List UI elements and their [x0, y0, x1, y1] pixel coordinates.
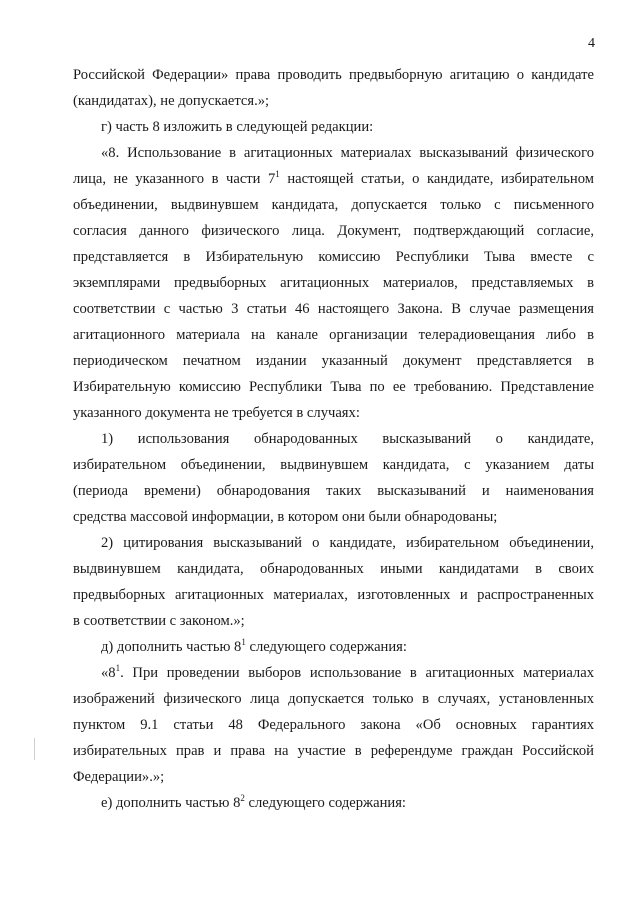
text-line — [73, 400, 594, 426]
line-text-continued: следующего содержания: — [245, 639, 407, 655]
line-text: (периода времени) обнародования таких высказываний и наименования — [73, 483, 594, 499]
line-text: избирательных прав и права на участие в референдуме граждан Российской — [73, 743, 594, 759]
text-line — [73, 166, 594, 192]
line-text: г) часть 8 изложить в следующей редакции: — [101, 119, 374, 135]
line-text: периодическом печатном издании указанный документ представляется в — [73, 353, 594, 369]
line-text: указанного документа не требуется в случаях: — [73, 405, 360, 421]
text-line — [73, 296, 594, 322]
line-text: агитационного материала на канале организации телерадиовещания либо в — [73, 327, 594, 343]
line-text: е) дополнить частью 8 — [101, 795, 241, 811]
line-text: средства массовой информации, в котором они были обнародованы; — [73, 509, 498, 525]
text-line — [73, 738, 594, 764]
line-text: избирательном объединении, выдвинувшем кандидата, с указанием даты — [73, 457, 594, 473]
text-line — [73, 504, 594, 530]
line-text: «8. Использование в агитационных материалах высказываний физического — [101, 145, 594, 161]
superscript: 2 — [240, 793, 245, 803]
line-text: представляется в Избирательную комиссию Республики Тыва вместе с — [73, 249, 594, 265]
text-line — [73, 452, 594, 478]
superscript: 1 — [275, 169, 280, 179]
line-text: предвыборных агитационных материалах, изготовленных и распространенных — [73, 587, 594, 603]
page-number: 4 — [588, 36, 595, 51]
line-text-continued: . При проведении выборов использование в агитационных материалах — [120, 665, 594, 681]
text-line — [73, 530, 594, 556]
text-line — [73, 764, 594, 790]
text-line — [73, 686, 594, 712]
line-text: 1) использования обнародованных высказываний о кандидате, — [101, 431, 594, 447]
text-line — [73, 270, 594, 296]
line-text: 2) цитирования высказываний о кандидате, избирательном объединении, — [101, 535, 594, 551]
line-text: лица, не указанного в части 7 — [73, 171, 276, 187]
text-line — [73, 712, 594, 738]
document-body — [73, 62, 594, 816]
text-line — [73, 192, 594, 218]
text-line — [73, 140, 594, 166]
line-text: Российской Федерации» права проводить предвыборную агитацию о кандидате — [73, 67, 594, 83]
line-text: «8 — [101, 665, 116, 681]
superscript: 1 — [115, 663, 121, 673]
superscript: 1 — [241, 637, 246, 647]
line-text: изображений физического лица допускается только в случаях, установленных — [73, 691, 594, 707]
text-line — [73, 790, 594, 816]
line-text: (кандидатах), не допускается.»; — [73, 93, 270, 109]
line-text-continued: настоящей статьи, о кандидате, избирательном — [279, 171, 594, 187]
line-text: Избирательную комиссию Республики Тыва по ее требованию. Представление — [73, 379, 594, 395]
line-text: выдвинувшем кандидата, обнародованных иными кандидатами в своих — [73, 561, 594, 577]
line-text: соответствии с частью 3 статьи 46 настоящего Закона. В случае размещения — [73, 301, 594, 317]
text-line — [73, 62, 594, 88]
text-line — [73, 88, 594, 114]
text-line — [73, 322, 594, 348]
line-text-continued: следующего содержания: — [244, 795, 406, 811]
line-text: объединении, выдвинувшем кандидата, допускается только с письменного — [73, 197, 594, 213]
text-line — [73, 348, 594, 374]
line-text: д) дополнить частью 8 — [101, 639, 242, 655]
text-line — [73, 660, 594, 686]
text-line — [73, 114, 594, 140]
text-line — [73, 426, 594, 452]
text-line — [73, 374, 594, 400]
text-line — [73, 244, 594, 270]
line-text: в соответствии с законом.»; — [73, 613, 245, 629]
text-line — [73, 582, 594, 608]
line-text: пунктом 9.1 статьи 48 Федерального закона «Об основных гарантиях — [73, 717, 594, 733]
text-line — [73, 218, 594, 244]
text-line — [73, 478, 594, 504]
line-text: согласия данного физического лица. Документ, подтверждающий согласие, — [73, 223, 594, 239]
line-text: Федерации».»; — [73, 769, 165, 785]
text-line — [73, 634, 594, 660]
margin-mark — [34, 738, 35, 760]
line-text: экземплярами предвыборных агитационных материалов, представляемых в — [73, 275, 594, 291]
text-line — [73, 608, 594, 634]
text-line — [73, 556, 594, 582]
